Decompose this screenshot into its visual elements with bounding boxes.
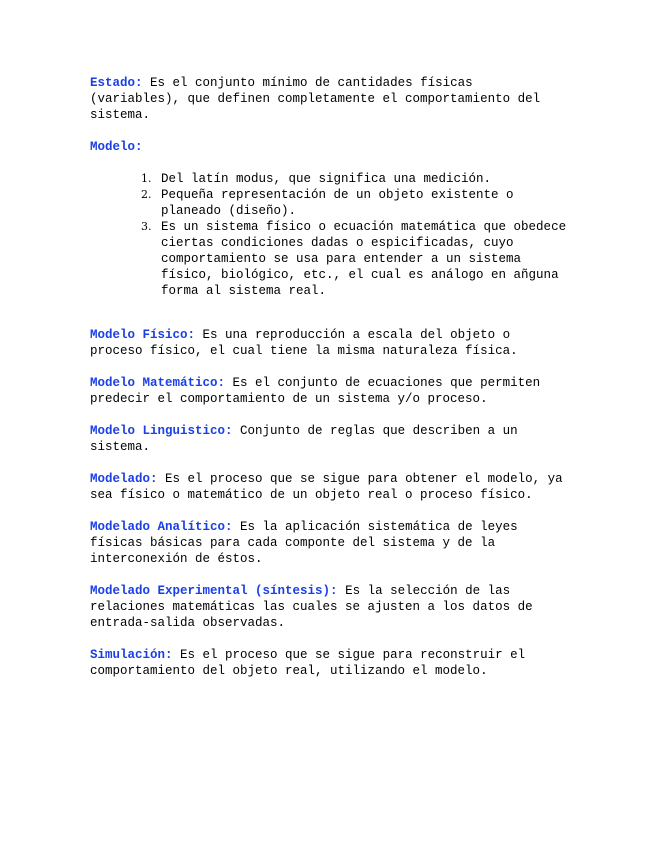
term-label: Modelo Linguistico: bbox=[90, 424, 233, 438]
definition-modelo-fisico bbox=[90, 327, 570, 359]
definition-modelo-matematico bbox=[90, 375, 570, 407]
definition-text: Es el conjunto mínimo de cantidades físicas (variables), que definen completamente el comportamiento del sistema. bbox=[90, 76, 541, 122]
list-item-text: Pequeña representación de un objeto existente o planeado (diseño). bbox=[161, 188, 514, 218]
definition-estado bbox=[90, 75, 570, 123]
term-label: Modelo: bbox=[90, 140, 143, 154]
section-spacer bbox=[90, 315, 570, 327]
definition-simulacion bbox=[90, 647, 570, 679]
term-label: Modelo Matemático: bbox=[90, 376, 226, 390]
list-item-text: Del latín modus, que significa una medición. bbox=[161, 172, 492, 186]
definition-text: Es el proceso que se sigue para obtener el modelo, ya sea físico o matemático de un objeto real o proceso físico. bbox=[90, 472, 563, 502]
definition-text: Conjunto de reglas que describen a un sistema. bbox=[90, 424, 518, 454]
modelo-meanings-list bbox=[90, 171, 570, 299]
list-number: 1. bbox=[141, 172, 152, 185]
term-label: Estado: bbox=[90, 76, 143, 90]
definition-text: Es el proceso que se sigue para reconstruir el comportamiento del objeto real, utilizando el modelo. bbox=[90, 648, 526, 678]
list-number: 2. bbox=[141, 188, 152, 201]
definition-text: Es la selección de las relaciones matemáticas las cuales se ajusten a los datos de entrada-salida observadas. bbox=[90, 584, 533, 630]
definition-text: Es la aplicación sistemática de leyes físicas básicas para cada componte del sistema y de la interconexión de éstos. bbox=[90, 520, 518, 566]
definition-modelado-experimental bbox=[90, 583, 570, 631]
term-label: Modelado: bbox=[90, 472, 158, 486]
definition-modelo bbox=[90, 139, 570, 155]
list-item-text: Es un sistema físico o ecuación matemática que obedece ciertas condiciones dadas o espicificadas, cuyo comportamiento se usa para entender a un sistema físico, biológico, etc., el cual es análogo en añguna forma al sistema real. bbox=[161, 220, 567, 298]
list-number: 3. bbox=[141, 220, 152, 233]
definition-text: Es el conjunto de ecuaciones que permiten predecir el comportamiento de un sistema y/o proceso. bbox=[90, 376, 541, 406]
list-item bbox=[90, 171, 570, 187]
term-label: Simulación: bbox=[90, 648, 173, 662]
term-label: Modelo Físico: bbox=[90, 328, 196, 342]
definition-text: Es una reproducción a escala del objeto o proceso físico, el cual tiene la misma naturaleza física. bbox=[90, 328, 518, 358]
definition-modelo-linguistico bbox=[90, 423, 570, 455]
list-item bbox=[90, 187, 570, 219]
term-label: Modelado Analítico: bbox=[90, 520, 233, 534]
definition-modelado bbox=[90, 471, 570, 503]
term-label: Modelado Experimental (síntesis): bbox=[90, 584, 338, 598]
definition-modelado-analitico bbox=[90, 519, 570, 567]
document-page bbox=[90, 75, 570, 695]
list-item bbox=[90, 219, 570, 299]
